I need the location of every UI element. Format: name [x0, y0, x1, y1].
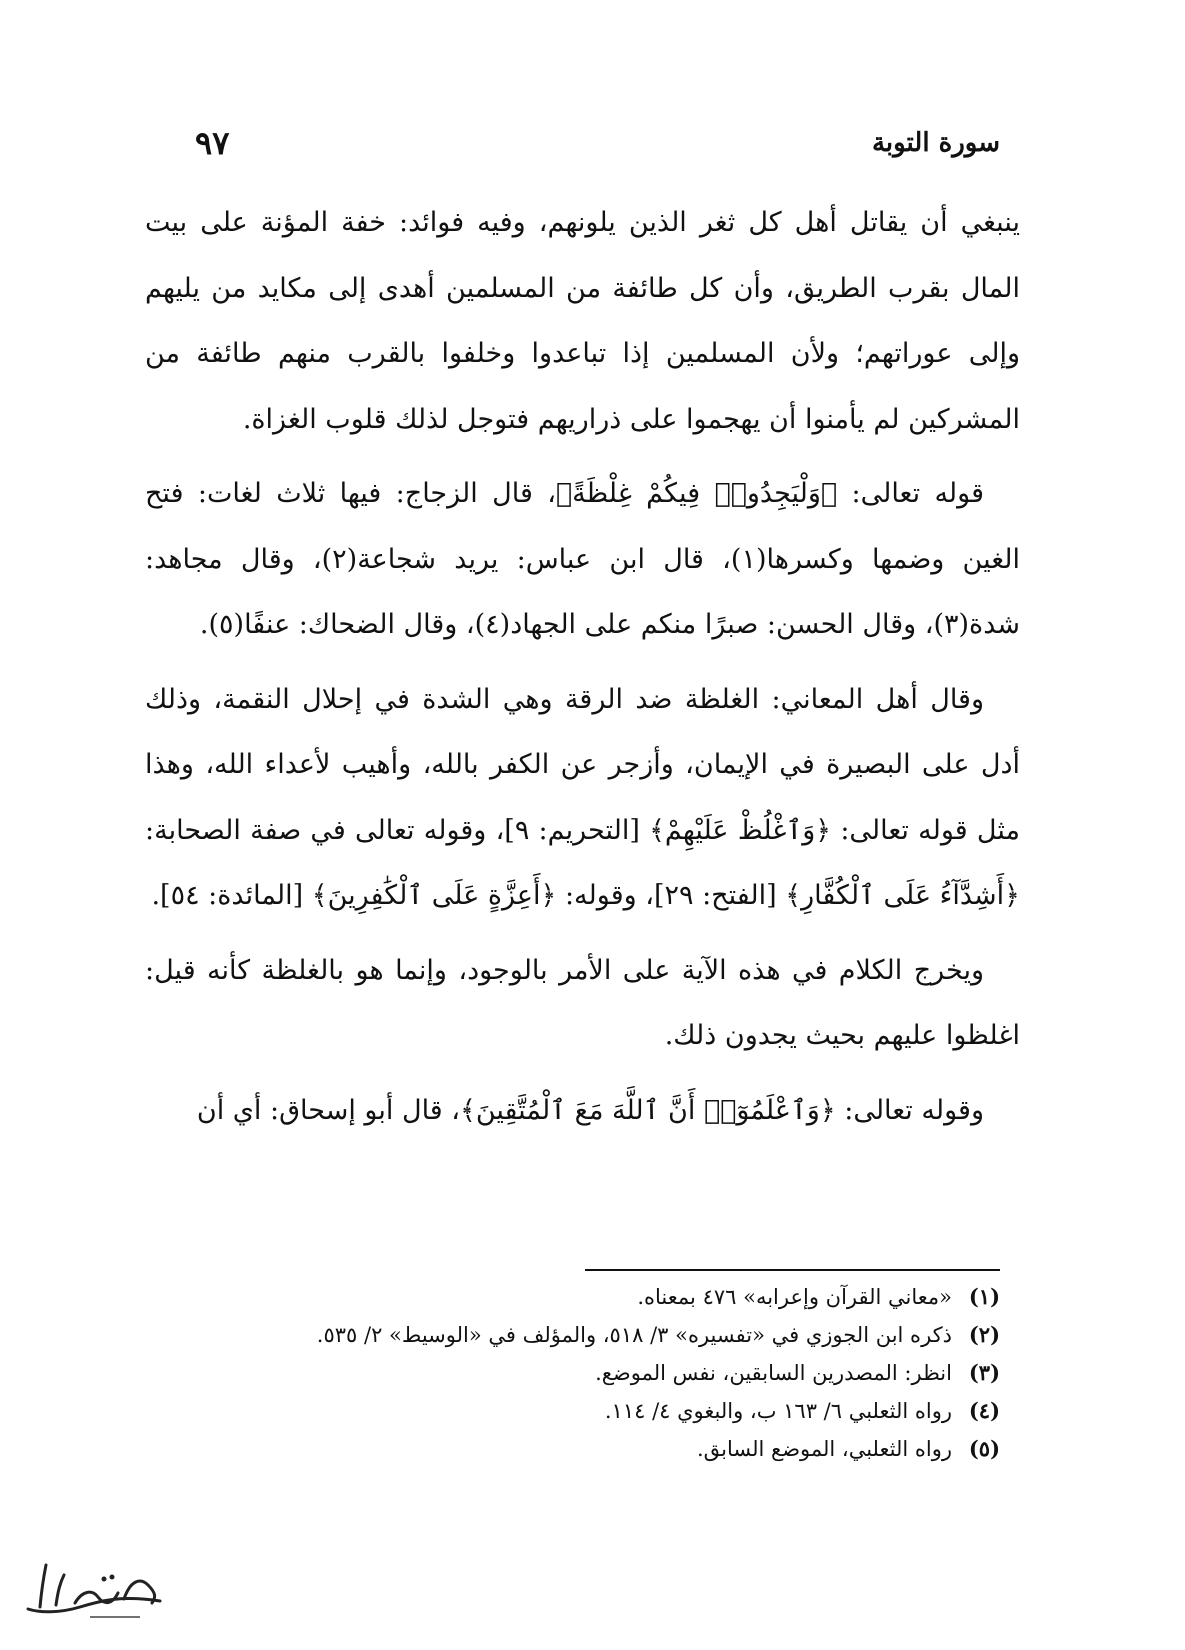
footnote-item: [145, 1316, 1000, 1354]
footnote-item: [145, 1392, 1000, 1430]
footnote-number: (٥): [968, 1436, 1000, 1461]
footnote-item: [145, 1354, 1000, 1392]
footnote-number: (١): [968, 1284, 1000, 1309]
paragraph: وقوله تعالى: ﴿وَٱعْلَمُوٓا۟ أَنَّ ٱللَّهَ مَعَ ٱلْمُتَّقِينَ﴾، قال أبو إسحاق: أي أن: [196, 1094, 984, 1126]
footnote-text: رواه الثعلبي ٦/ ١٦٣ ب، والبغوي ٤/ ١١٤.: [604, 1399, 952, 1423]
footnote-number: (٣): [968, 1360, 1000, 1385]
paragraph: قوله تعالى: ﴿وَلْيَجِدُوا۟ فِيكُمْ غِلْظَةً﴾، قال الزجاج: فيها ثلاث لغات: فتح الغين وضمها وكسرها(١)، قال ابن عباس: يريد شجاعة(٢)، وقال مجاهد: شدة(٣)، وقال الحسن: صبرًا منكم على الجهاد(٤)، وقال الضحاك: عنفًا(٥).: [145, 478, 1020, 640]
running-header: [195, 118, 1000, 168]
footnote-text: انظر: المصدرين السابقين، نفس الموضع.: [595, 1361, 952, 1385]
footnotes: [145, 1278, 1000, 1468]
paragraph: ويخرج الكلام في هذه الآية على الأمر بالوجود، وإنما هو بالغلظة كأنه قيل: اغلظوا عليهم بحيث يجدون ذلك.: [145, 954, 1020, 1051]
footnote-text: «معاني القرآن وإعرابه» ٤٧٦ بمعناه.: [637, 1285, 952, 1309]
page-number: ٩٧: [195, 124, 230, 162]
footnote-number: (٤): [968, 1398, 1000, 1423]
calligraphy-logo-icon: [20, 1555, 170, 1623]
footnote-item: [145, 1278, 1000, 1316]
footnote-divider: [585, 1269, 1000, 1271]
footnote-text: رواه الثعلبي، الموضع السابق.: [696, 1437, 952, 1461]
footnote-item: [145, 1430, 1000, 1468]
paragraph: وقال أهل المعاني: الغلظة ضد الرقة وهي الشدة في إحلال النقمة، وذلك أدل على البصيرة في الإيمان، وأزجر عن الكفر بالله، وأهيب لأعداء الله، وهذا مثل قوله تعالى: ﴿وَٱغْلُظْ عَلَيْهِمْ﴾ [التحريم: ٩]، وقوله تعالى في صفة الصحابة: ﴿أَشِدَّآءُ عَلَى ٱلْكُفَّارِ﴾ [الفتح: ٢٩]، وقوله: ﴿أَعِزَّةٍ عَلَى ٱلْكَٰفِرِينَ﴾ [المائدة: ٥٤].: [145, 683, 1020, 911]
paragraph: ينبغي أن يقاتل أهل كل ثغر الذين يلونهم، وفيه فوائد: خفة المؤنة على بيت المال بقرب الطريق، وأن كل طائفة من المسلمين أهدى إلى مكايد من يليهم وإلى عوراتهم؛ ولأن المسلمين إذا تباعدوا وخلفوا بالقرب منهم طائفة من المشركين لم يأمنوا أن يهجموا على ذراريهم فتوجل لذلك قلوب الغزاة.: [145, 207, 1020, 435]
surah-title: سورة التوبة: [871, 128, 1000, 158]
footnote-number: (٢): [968, 1322, 1000, 1347]
footnote-text: ذكره ابن الجوزي في «تفسيره» ٣/ ٥١٨، والمؤلف في «الوسيط» ٢/ ٥٣٥.: [316, 1323, 952, 1347]
main-text: [145, 190, 1020, 1152]
